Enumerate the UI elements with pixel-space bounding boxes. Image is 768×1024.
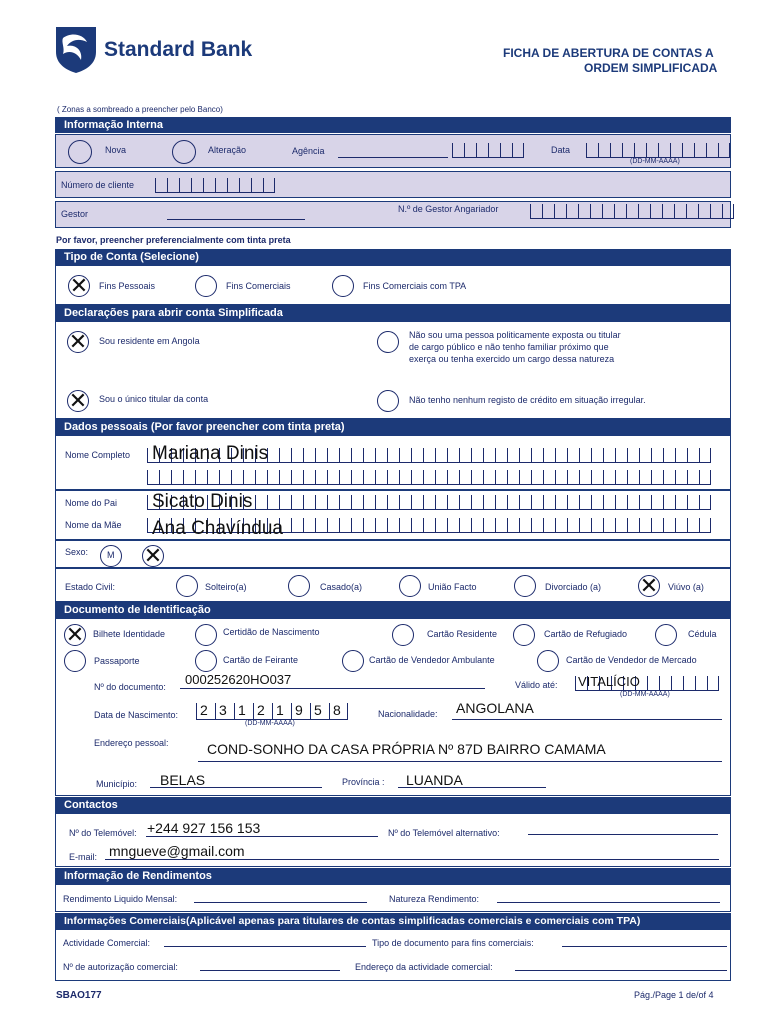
endereco-actividade-line[interactable]	[515, 970, 727, 971]
section-header-declarations: Declarações para abrir conta Simplificada	[55, 305, 731, 321]
form-code: SBAO177	[56, 990, 102, 1001]
telemovel-line[interactable]	[146, 836, 378, 837]
feirante-label: Cartão de Feirante	[223, 655, 299, 665]
endereco-line[interactable]	[198, 761, 722, 762]
nascimento-digit: 2	[257, 702, 265, 718]
divorciado-radio[interactable]	[514, 575, 536, 597]
endereco-actividade-label: Endereço da actividade comercial:	[355, 962, 493, 972]
cedula-label: Cédula	[688, 629, 717, 639]
solteiro-radio[interactable]	[176, 575, 198, 597]
fins-comerciais-label: Fins Comerciais	[226, 281, 291, 291]
nascimento-digit: 5	[314, 702, 322, 718]
bilhete-label: Bilhete Identidade	[93, 629, 166, 639]
provincia-value: LUANDA	[406, 772, 463, 788]
fins-pessoais-check-icon: ✕	[69, 273, 89, 298]
nome-completo-label: Nome Completo	[65, 450, 131, 460]
certidao-radio[interactable]	[195, 624, 217, 646]
nome-completo-combs-2[interactable]	[147, 470, 711, 485]
passaporte-label: Passaporte	[94, 656, 140, 666]
tipo-doc-comercial-line[interactable]	[562, 946, 727, 947]
nacionalidade-label: Nacionalidade:	[378, 709, 438, 719]
nome-completo-value: Mariana Dinis	[152, 443, 269, 464]
sexo-m-label: M	[107, 550, 115, 560]
nome-mae-label: Nome da Mãe	[65, 520, 122, 530]
cartao-refugiado-radio[interactable]	[513, 624, 535, 646]
bank-name: Standard Bank	[104, 38, 253, 61]
nascimento-digit: 8	[333, 702, 341, 718]
num-doc-line[interactable]	[180, 688, 485, 689]
mercado-radio[interactable]	[537, 650, 559, 672]
data-format: (DD-MM-AAAA)	[630, 158, 680, 165]
sole-holder-check-icon: ✕	[68, 388, 88, 413]
form-title-line1: FICHA DE ABERTURA DE CONTAS A	[503, 46, 714, 60]
bilhete-check-icon: ✕	[65, 622, 85, 647]
section-header-personal: Dados pessoais (Por favor preencher com tinta preta)	[55, 419, 731, 435]
valido-format: (DD-MM-AAAA)	[620, 691, 670, 698]
section-header-commercial: Informações Comerciais(Aplicável apenas para titulares de contas simplificadas comerciais e comerciais com TPA)	[55, 913, 731, 929]
municipio-label: Município:	[96, 779, 138, 789]
autorizacao-comercial-label: Nº de autorização comercial:	[63, 962, 178, 972]
telemovel-alt-line[interactable]	[528, 834, 718, 835]
form-title-line2: ORDEM SIMPLIFICADA	[584, 61, 718, 75]
estado-civil-box	[55, 568, 731, 602]
bank-logo	[53, 24, 99, 74]
nome-mae-value: Ana Chavíndua	[152, 518, 283, 539]
endereco-label: Endereço pessoal:	[94, 738, 169, 748]
nascimento-digit: 1	[276, 702, 284, 718]
nascimento-digit: 1	[238, 702, 246, 718]
municipio-value: BELAS	[160, 772, 206, 788]
num-doc-label: Nº do documento:	[94, 682, 166, 692]
alteracao-label: Alteração	[208, 145, 247, 155]
nacionalidade-line[interactable]	[452, 719, 722, 720]
nome-pai-value: Sicato Dinis	[152, 491, 253, 512]
fins-comerciais-tpa-radio[interactable]	[332, 275, 354, 297]
casado-radio[interactable]	[288, 575, 310, 597]
pep-line-1: Não sou uma pessoa politicamente exposta ou titular	[409, 330, 621, 340]
uniao-facto-label: União Facto	[428, 582, 477, 592]
actividade-comercial-line[interactable]	[164, 946, 366, 947]
ink-note: Por favor, preencher preferencialmente com tinta preta	[56, 235, 291, 245]
nova-radio[interactable]	[68, 140, 92, 164]
data-label: Data	[551, 145, 571, 155]
section-header-id-doc: Documento de Identificação	[55, 602, 731, 618]
natureza-rendimento-label: Natureza Rendimento:	[389, 894, 480, 904]
nacionalidade-value: ANGOLANA	[456, 700, 534, 716]
telemovel-label: Nº do Telemóvel:	[69, 828, 137, 838]
solteiro-label: Solteiro(a)	[205, 582, 247, 592]
section-header-account-type: Tipo de Conta (Selecione)	[55, 249, 731, 265]
sexo-f-check-icon: ✕	[143, 543, 163, 568]
nascimento-label: Data de Nascimento:	[94, 710, 179, 720]
estado-civil-label: Estado Civil:	[65, 582, 116, 592]
nascimento-combs[interactable]	[196, 703, 348, 720]
cartao-residente-label: Cartão Residente	[427, 629, 498, 639]
cartao-residente-radio[interactable]	[392, 624, 414, 646]
commercial-box	[55, 929, 731, 981]
nova-label: Nova	[105, 145, 127, 155]
nascimento-digit: 9	[295, 702, 303, 718]
pep-line-2: de cargo público e não tenho familiar próximo que	[409, 342, 609, 352]
ambulante-radio[interactable]	[342, 650, 364, 672]
section-header-internal: Informação Interna	[55, 117, 731, 133]
shaded-note: ( Zonas a sombreado a preencher pelo Banco)	[57, 105, 223, 114]
uniao-facto-radio[interactable]	[399, 575, 421, 597]
endereco-value: COND-SONHO DA CASA PRÓPRIA Nº 87D BAIRRO CAMAMA	[207, 741, 606, 757]
agencia-label: Agência	[292, 146, 325, 156]
email-label: E-mail:	[69, 852, 98, 862]
agencia-combs[interactable]	[452, 143, 524, 158]
pep-radio[interactable]	[377, 331, 399, 353]
autorizacao-comercial-line[interactable]	[200, 970, 340, 971]
page-number: Pág./Page 1 de/of 4	[634, 990, 714, 1000]
rendimento-liquido-label: Rendimento Liquido Mensal:	[63, 894, 178, 904]
gestor-angariador-combs[interactable]	[530, 204, 734, 219]
email-line[interactable]	[105, 859, 719, 860]
casado-label: Casado(a)	[320, 582, 363, 592]
nascimento-format: (DD-MM-AAAA)	[245, 720, 295, 727]
divorciado-label: Divorciado (a)	[545, 582, 602, 592]
alteracao-radio[interactable]	[172, 140, 196, 164]
nome-pai-label: Nome do Pai	[65, 498, 118, 508]
no-credit-radio[interactable]	[377, 390, 399, 412]
gestor-line[interactable]	[167, 219, 305, 220]
resident-label: Sou residente em Angola	[99, 336, 200, 346]
valido-value: VITALÍCIO	[578, 674, 640, 689]
numero-cliente-label: Número de cliente	[61, 180, 135, 190]
telemovel-alt-label: Nº do Telemóvel alternativo:	[388, 828, 500, 838]
id-doc-box	[55, 618, 731, 796]
no-credit-label: Não tenho nenhum registo de crédito em situação irregular.	[409, 395, 646, 405]
valido-label: Válido até:	[515, 680, 558, 690]
resident-check-icon: ✕	[68, 329, 88, 354]
pep-line-3: exerça ou tenha exercido um cargo dessa natureza	[409, 354, 615, 364]
section-header-income: Informação de Rendimentos	[55, 868, 731, 884]
agencia-line[interactable]	[338, 157, 448, 158]
provincia-label: Província :	[342, 777, 385, 787]
passaporte-radio[interactable]	[64, 650, 86, 672]
telemovel-value: +244 927 156 153	[147, 820, 261, 836]
natureza-rendimento-line[interactable]	[497, 902, 720, 903]
email-value: mngueve@gmail.com	[109, 843, 245, 859]
tipo-doc-comercial-label: Tipo de documento para fins comerciais:	[372, 938, 534, 948]
viuvo-check-icon: ✕	[639, 573, 659, 598]
sole-holder-label: Sou o único titular da conta	[99, 394, 209, 404]
num-doc-value: 000252620HO037	[185, 672, 292, 687]
numero-cliente-combs[interactable]	[155, 178, 275, 193]
viuvo-label: Viúvo (a)	[668, 582, 704, 592]
nascimento-digit: 2	[200, 702, 208, 718]
mercado-label: Cartão de Vendedor de Mercado	[566, 655, 697, 665]
section-header-contacts: Contactos	[55, 797, 731, 813]
fins-pessoais-label: Fins Pessoais	[99, 281, 156, 291]
sexo-label: Sexo:	[65, 547, 89, 557]
rendimento-liquido-line[interactable]	[194, 902, 367, 903]
cartao-refugiado-label: Cartão de Refugiado	[544, 629, 628, 639]
certidao-label: Certidão de Nascimento	[223, 627, 320, 637]
gestor-label: Gestor	[61, 209, 89, 219]
gestor-angariador-label: N.º de Gestor Angariador	[398, 204, 499, 214]
fins-comerciais-tpa-label: Fins Comerciais com TPA	[363, 281, 467, 291]
cedula-radio[interactable]	[655, 624, 677, 646]
feirante-radio[interactable]	[195, 650, 217, 672]
fins-comerciais-radio[interactable]	[195, 275, 217, 297]
actividade-comercial-label: Actividade Comercial:	[63, 938, 151, 948]
data-combs[interactable]	[586, 143, 730, 158]
nascimento-digit: 3	[219, 702, 227, 718]
ambulante-label: Cartão de Vendedor Ambulante	[369, 655, 495, 665]
